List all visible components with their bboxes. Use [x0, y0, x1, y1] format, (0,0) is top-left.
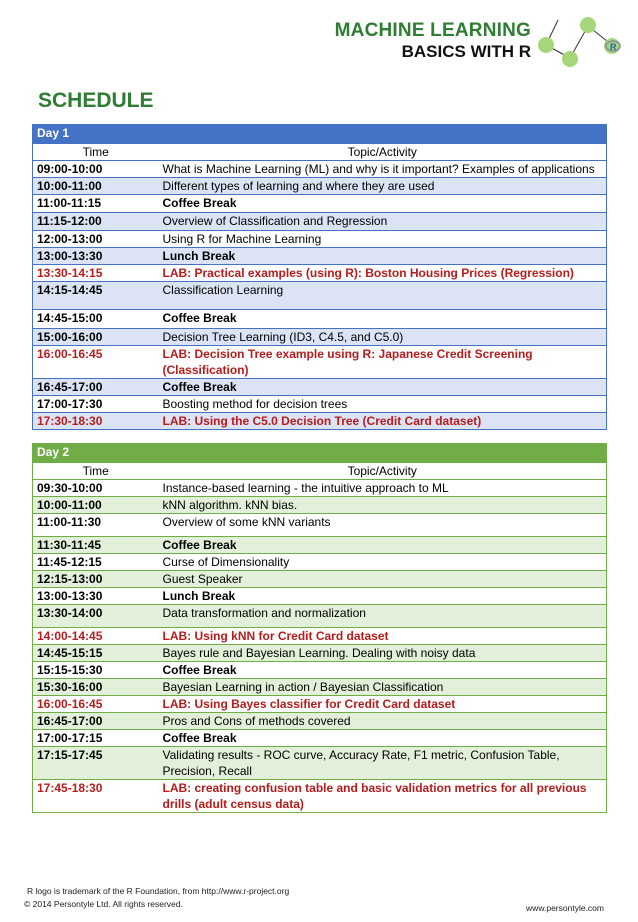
session-topic: Bayes rule and Bayesian Learning. Dealing with noisy data: [159, 645, 607, 662]
schedule-row: [33, 497, 607, 514]
schedule-row: [33, 662, 607, 679]
schedule-row: [33, 265, 607, 282]
session-time: 17:00-17:15: [33, 730, 159, 747]
session-topic: LAB: Using the C5.0 Decision Tree (Credit Card dataset): [159, 413, 607, 430]
schedule-row: [33, 213, 607, 231]
session-topic: Different types of learning and where they are used: [159, 178, 607, 195]
header-title-line1: MACHINE LEARNING: [334, 20, 531, 41]
schedule-row: [33, 413, 607, 430]
day-label: Day 1: [33, 125, 607, 144]
session-topic: LAB: creating confusion table and basic validation metrics for all previous drills (adult census data): [159, 780, 607, 813]
session-topic: LAB: Practical examples (using R): Boston Housing Prices (Regression): [159, 265, 607, 282]
session-topic: Curse of Dimensionality: [159, 554, 607, 571]
schedule-row: [33, 195, 607, 213]
schedule-row: [33, 329, 607, 346]
session-time: 12:15-13:00: [33, 571, 159, 588]
session-topic: Overview of some kNN variants: [159, 514, 607, 537]
session-time: 09:00-10:00: [33, 161, 159, 178]
session-topic: Pros and Cons of methods covered: [159, 713, 607, 730]
session-time: 16:00-16:45: [33, 346, 159, 379]
copyright-note: © 2014 Persontyle Ltd. All rights reserved.: [24, 899, 183, 909]
session-time: 16:45-17:00: [33, 379, 159, 396]
session-topic: Boosting method for decision trees: [159, 396, 607, 413]
session-time: 09:30-10:00: [33, 480, 159, 497]
session-time: 12:00-13:00: [33, 231, 159, 248]
session-topic: Coffee Break: [159, 379, 607, 396]
session-topic: Coffee Break: [159, 310, 607, 329]
session-time: 11:15-12:00: [33, 213, 159, 231]
day-header: [33, 444, 607, 463]
session-topic: Coffee Break: [159, 662, 607, 679]
schedule-row: [33, 679, 607, 696]
schedule-row: [33, 645, 607, 662]
schedule-row: [33, 713, 607, 730]
session-topic: Coffee Break: [159, 195, 607, 213]
session-time: 15:00-16:00: [33, 329, 159, 346]
session-time: 17:00-17:30: [33, 396, 159, 413]
schedule-row: [33, 571, 607, 588]
node-icon: [538, 37, 554, 53]
day-label: Day 2: [33, 444, 607, 463]
session-time: 14:45-15:15: [33, 645, 159, 662]
schedule-row: [33, 588, 607, 605]
session-time: 14:00-14:45: [33, 628, 159, 645]
header-title-line2: BASICS WITH R: [401, 42, 531, 61]
session-time: 13:00-13:30: [33, 248, 159, 265]
column-header-row: [33, 463, 607, 480]
session-time: 13:00-13:30: [33, 588, 159, 605]
session-time: 10:00-11:00: [33, 497, 159, 514]
session-topic: Lunch Break: [159, 588, 607, 605]
session-topic: Coffee Break: [159, 537, 607, 554]
session-topic: LAB: Using Bayes classifier for Credit Card dataset: [159, 696, 607, 713]
session-topic: Lunch Break: [159, 248, 607, 265]
session-time: 11:45-12:15: [33, 554, 159, 571]
schedule-row: [33, 346, 607, 379]
schedule-row: [33, 396, 607, 413]
schedule-row: [33, 379, 607, 396]
network-logo-icon: [0, 0, 638, 80]
schedule-row: [33, 231, 607, 248]
day2-schedule-table: [32, 443, 607, 813]
page-title: SCHEDULE: [38, 89, 154, 112]
time-column-header: Time: [33, 144, 159, 161]
session-time: 15:30-16:00: [33, 679, 159, 696]
footer-notes: [24, 885, 289, 911]
session-time: 11:30-11:45: [33, 537, 159, 554]
session-topic: LAB: Using kNN for Credit Card dataset: [159, 628, 607, 645]
schedule-row: [33, 178, 607, 195]
r-logo-text: R: [610, 42, 617, 52]
schedule-row: [33, 605, 607, 628]
session-time: 14:15-14:45: [33, 282, 159, 310]
schedule-row: [33, 696, 607, 713]
schedule-row: [33, 628, 607, 645]
schedule-row: [33, 730, 607, 747]
topic-column-header: Topic/Activity: [159, 463, 607, 480]
trademark-note: R logo is trademark of the R Foundation, from http://www.r-project.org: [27, 886, 290, 896]
website-link[interactable]: www.persontyle.com: [526, 903, 604, 913]
schedule-row: [33, 780, 607, 813]
session-topic: Bayesian Learning in action / Bayesian Classification: [159, 679, 607, 696]
session-time: 11:00-11:15: [33, 195, 159, 213]
session-topic: Decision Tree Learning (ID3, C4.5, and C5.0): [159, 329, 607, 346]
topic-column-header: Topic/Activity: [159, 144, 607, 161]
session-time: 17:30-18:30: [33, 413, 159, 430]
session-time: 11:00-11:30: [33, 514, 159, 537]
day-header: [33, 125, 607, 144]
session-topic: Coffee Break: [159, 730, 607, 747]
session-time: 15:15-15:30: [33, 662, 159, 679]
schedule-row: [33, 554, 607, 571]
session-time: 10:00-11:00: [33, 178, 159, 195]
session-time: 14:45-15:00: [33, 310, 159, 329]
time-column-header: Time: [33, 463, 159, 480]
schedule-row: [33, 514, 607, 537]
session-topic: What is Machine Learning (ML) and why is it important? Examples of applications: [159, 161, 607, 178]
session-time: 16:45-17:00: [33, 713, 159, 730]
session-topic: Using R for Machine Learning: [159, 231, 607, 248]
schedule-row: [33, 310, 607, 329]
schedule-row: [33, 747, 607, 780]
session-time: 16:00-16:45: [33, 696, 159, 713]
session-time: 13:30-14:00: [33, 605, 159, 628]
session-topic: Validating results - ROC curve, Accuracy Rate, F1 metric, Confusion Table, Precision, Recall: [159, 747, 607, 780]
session-topic: Guest Speaker: [159, 571, 607, 588]
schedule-row: [33, 480, 607, 497]
session-time: 13:30-14:15: [33, 265, 159, 282]
day1-schedule-table: [32, 124, 607, 430]
node-icon: [562, 51, 578, 67]
schedule-row: [33, 248, 607, 265]
node-icon: [580, 17, 596, 33]
session-topic: LAB: Decision Tree example using R: Japanese Credit Screening (Classification): [159, 346, 607, 379]
schedule-row: [33, 282, 607, 310]
session-topic: kNN algorithm. kNN bias.: [159, 497, 607, 514]
session-topic: Overview of Classification and Regression: [159, 213, 607, 231]
session-topic: Instance-based learning - the intuitive approach to ML: [159, 480, 607, 497]
session-topic: Classification Learning: [159, 282, 607, 310]
session-topic: Data transformation and normalization: [159, 605, 607, 628]
schedule-row: [33, 161, 607, 178]
session-time: 17:15-17:45: [33, 747, 159, 780]
session-time: 17:45-18:30: [33, 780, 159, 813]
schedule-row: [33, 537, 607, 554]
column-header-row: [33, 144, 607, 161]
